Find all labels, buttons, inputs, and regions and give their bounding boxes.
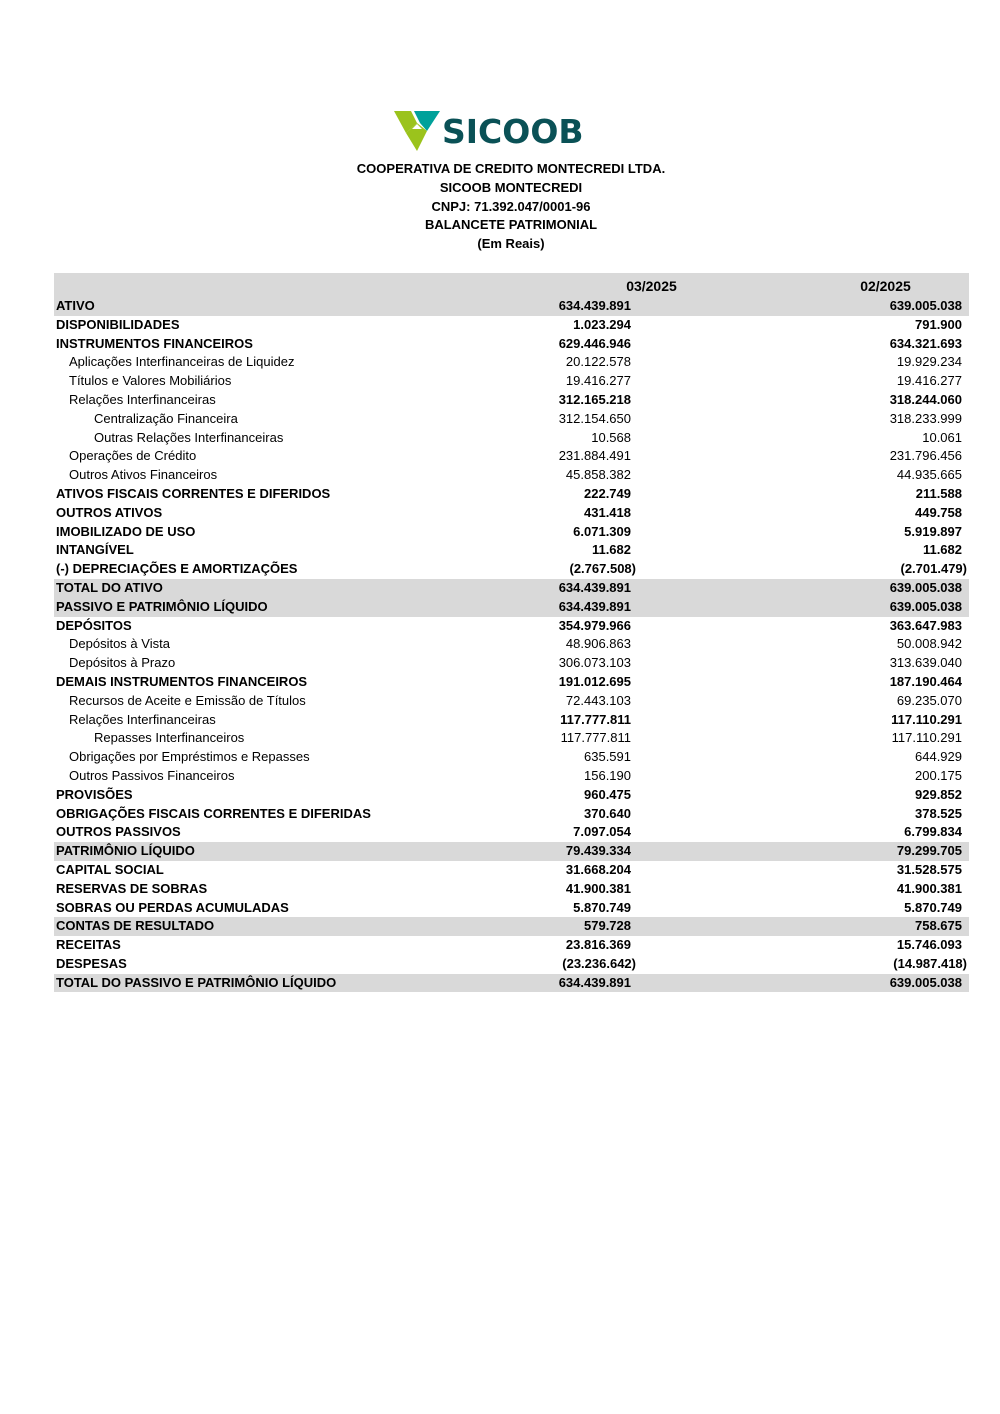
value-previous: 644.929	[915, 749, 962, 765]
value-previous: 200.175	[915, 767, 962, 783]
row-label: Outras Relações Interfinanceiras	[94, 429, 284, 445]
value-current: 117.777.811	[560, 730, 631, 746]
row-label: Depósitos à Prazo	[69, 655, 176, 671]
table-row	[54, 485, 969, 504]
logo-text: SICOOB	[442, 111, 584, 151]
row-label: SOBRAS OU PERDAS ACUMULADAS	[56, 899, 289, 915]
value-current: 23.816.369	[565, 937, 631, 953]
row-label: Obrigações por Empréstimos e Repasses	[69, 749, 310, 765]
value-current: 41.900.381	[565, 880, 631, 896]
row-label: OBRIGAÇÕES FISCAIS CORRENTES E DIFERIDAS	[56, 805, 371, 821]
value-current: (23.236.642)	[562, 955, 636, 971]
table-row	[54, 504, 969, 523]
row-label: DISPONIBILIDADES	[56, 316, 180, 332]
value-previous: 50.008.942	[896, 636, 962, 652]
value-previous: 79.299.705	[802, 842, 969, 861]
row-label: IMOBILIZADO DE USO	[56, 523, 196, 539]
table-row	[54, 955, 969, 974]
table-row	[54, 617, 969, 636]
value-current: 11.682	[591, 542, 631, 558]
value-current: 306.073.103	[558, 655, 631, 671]
table-row	[54, 692, 969, 711]
value-current: 579.728	[501, 917, 802, 936]
table-row	[54, 353, 969, 372]
value-previous: 117.110.291	[891, 730, 962, 746]
table-row	[54, 748, 969, 767]
value-current: 1.023.294	[573, 316, 631, 332]
row-label: CONTAS DE RESULTADO	[54, 917, 501, 936]
value-current: 635.591	[584, 749, 631, 765]
value-current: 370.640	[584, 805, 631, 821]
document-header	[0, 160, 1000, 254]
value-current: 117.777.811	[560, 711, 631, 727]
table-row	[54, 541, 969, 560]
report-unit: (Em Reais)	[477, 236, 545, 252]
table-row	[54, 805, 969, 824]
row-label: Depósitos à Vista	[69, 636, 170, 652]
value-previous: 791.900	[915, 316, 962, 332]
value-previous: 19.416.277	[896, 373, 962, 389]
value-current: 312.154.650	[558, 410, 631, 426]
value-current: 48.906.863	[565, 636, 631, 652]
value-previous: (14.987.418)	[893, 955, 967, 971]
row-label: Aplicações Interfinanceiras de Liquidez	[69, 354, 295, 370]
value-previous: 318.233.999	[889, 410, 962, 426]
table-row	[54, 466, 969, 485]
table-row	[54, 767, 969, 786]
cnpj: CNPJ: 71.392.047/0001-96	[431, 198, 591, 214]
value-current: 222.749	[584, 485, 631, 501]
table-row	[54, 372, 969, 391]
row-label: INSTRUMENTOS FINANCEIROS	[56, 335, 253, 351]
value-current: 19.416.277	[565, 373, 631, 389]
row-label: TOTAL DO PASSIVO E PATRIMÔNIO LÍQUIDO	[54, 974, 501, 993]
row-label: ATIVO	[54, 297, 501, 316]
value-previous: 31.528.575	[896, 861, 962, 877]
value-current: 431.418	[584, 504, 631, 520]
column-header-previous: 02/2025	[802, 273, 969, 297]
table-row	[54, 842, 969, 861]
value-previous: 639.005.038	[802, 579, 969, 598]
value-current: 31.668.204	[565, 861, 631, 877]
value-current: 634.439.891	[501, 598, 802, 617]
value-previous: 5.870.749	[904, 899, 962, 915]
row-label: OUTROS ATIVOS	[56, 504, 163, 520]
table-row	[54, 936, 969, 955]
value-previous: 10.061	[922, 429, 962, 445]
row-label: Relações Interfinanceiras	[69, 391, 216, 407]
table-row	[54, 429, 969, 448]
table-row	[54, 635, 969, 654]
row-label: Operações de Crédito	[69, 448, 197, 464]
value-previous: 41.900.381	[896, 880, 962, 896]
value-previous: (2.701.479)	[900, 561, 967, 577]
value-current: 20.122.578	[565, 354, 631, 370]
row-label: Outros Ativos Financeiros	[69, 467, 218, 483]
table-row	[54, 673, 969, 692]
value-previous: 15.746.093	[896, 937, 962, 953]
row-label: DEPÓSITOS	[56, 617, 132, 633]
value-previous: 449.758	[915, 504, 962, 520]
table-row	[54, 654, 969, 673]
value-previous: 44.935.665	[896, 467, 962, 483]
value-current: (2.767.508)	[569, 561, 636, 577]
value-current: 191.012.695	[558, 673, 631, 689]
sicoob-logo	[394, 110, 588, 152]
value-previous: 639.005.038	[802, 974, 969, 993]
value-current: 156.190	[584, 767, 631, 783]
row-label: DESPESAS	[56, 955, 127, 971]
table-row	[54, 899, 969, 918]
value-previous: 231.796.456	[889, 448, 962, 464]
row-label: RECEITAS	[56, 937, 121, 953]
row-label: RESERVAS DE SOBRAS	[56, 880, 208, 896]
value-current: 5.870.749	[573, 899, 631, 915]
table-row	[54, 316, 969, 335]
value-previous: 313.639.040	[889, 655, 962, 671]
table-row	[54, 711, 969, 730]
value-previous: 11.682	[922, 542, 962, 558]
value-previous: 378.525	[915, 805, 962, 821]
value-previous: 363.647.983	[889, 617, 962, 633]
value-previous: 639.005.038	[802, 297, 969, 316]
row-label: Centralização Financeira	[94, 410, 238, 426]
row-label: TOTAL DO ATIVO	[54, 579, 501, 598]
row-label: Títulos e Valores Mobiliários	[69, 373, 232, 389]
column-header-row	[54, 273, 969, 297]
value-previous: 19.929.234	[896, 354, 962, 370]
table-row	[54, 560, 969, 579]
table-row	[54, 880, 969, 899]
value-previous: 187.190.464	[889, 673, 962, 689]
value-current: 634.439.891	[501, 974, 802, 993]
row-label: PATRIMÔNIO LÍQUIDO	[54, 842, 501, 861]
table-row	[54, 410, 969, 429]
table-row	[54, 786, 969, 805]
value-current: 960.475	[584, 786, 631, 802]
value-previous: 639.005.038	[802, 598, 969, 617]
table-row	[54, 598, 969, 617]
row-label: INTANGÍVEL	[56, 542, 134, 558]
table-row	[54, 729, 969, 748]
table-row	[54, 823, 969, 842]
row-label: OUTROS PASSIVOS	[56, 824, 181, 840]
row-label: (-) DEPRECIAÇÕES E AMORTIZAÇÕES	[56, 561, 298, 577]
value-current: 231.884.491	[558, 448, 631, 464]
value-current: 634.439.891	[501, 297, 802, 316]
value-current: 6.071.309	[573, 523, 631, 539]
value-current: 312.165.218	[558, 391, 631, 407]
row-label: ATIVOS FISCAIS CORRENTES E DIFERIDOS	[56, 485, 331, 501]
row-label: PASSIVO E PATRIMÔNIO LÍQUIDO	[54, 598, 501, 617]
company-name: COOPERATIVA DE CREDITO MONTECREDI LTDA.	[356, 161, 666, 176]
value-previous: 5.919.897	[904, 523, 962, 539]
row-label: Relações Interfinanceiras	[69, 711, 216, 727]
row-label: PROVISÕES	[56, 786, 133, 802]
value-previous: 758.675	[802, 917, 969, 936]
row-label: Outros Passivos Financeiros	[69, 767, 235, 783]
table-row	[54, 579, 969, 598]
balance-sheet-table	[54, 273, 969, 992]
table-row	[54, 391, 969, 410]
trade-name: SICOOB MONTECREDI	[439, 179, 583, 195]
value-previous: 211.588	[915, 485, 962, 501]
value-previous: 117.110.291	[891, 711, 962, 727]
column-header-current: 03/2025	[501, 273, 802, 297]
table-row	[54, 447, 969, 466]
value-current: 79.439.334	[501, 842, 802, 861]
value-current: 634.439.891	[501, 579, 802, 598]
sicoob-logo-icon	[394, 111, 440, 151]
table-row	[54, 297, 969, 316]
value-previous: 6.799.834	[904, 824, 962, 840]
table-row	[54, 974, 969, 993]
value-current: 629.446.946	[558, 335, 631, 351]
report-title: BALANCETE PATRIMONIAL	[424, 217, 598, 233]
value-previous: 634.321.693	[889, 335, 962, 351]
value-previous: 929.852	[915, 786, 962, 802]
row-label: CAPITAL SOCIAL	[56, 861, 164, 877]
value-current: 10.568	[591, 429, 631, 445]
value-current: 7.097.054	[573, 824, 631, 840]
value-previous: 318.244.060	[889, 391, 962, 407]
value-current: 72.443.103	[565, 692, 631, 708]
table-row	[54, 335, 969, 354]
value-previous: 69.235.070	[896, 692, 962, 708]
value-current: 45.858.382	[565, 467, 631, 483]
row-label: DEMAIS INSTRUMENTOS FINANCEIROS	[56, 673, 308, 689]
row-label: Repasses Interfinanceiros	[94, 730, 245, 746]
column-header-label	[54, 273, 501, 297]
table-row	[54, 861, 969, 880]
value-current: 354.979.966	[558, 617, 631, 633]
table-row	[54, 917, 969, 936]
row-label: Recursos de Aceite e Emissão de Títulos	[69, 692, 306, 708]
table-row	[54, 523, 969, 542]
